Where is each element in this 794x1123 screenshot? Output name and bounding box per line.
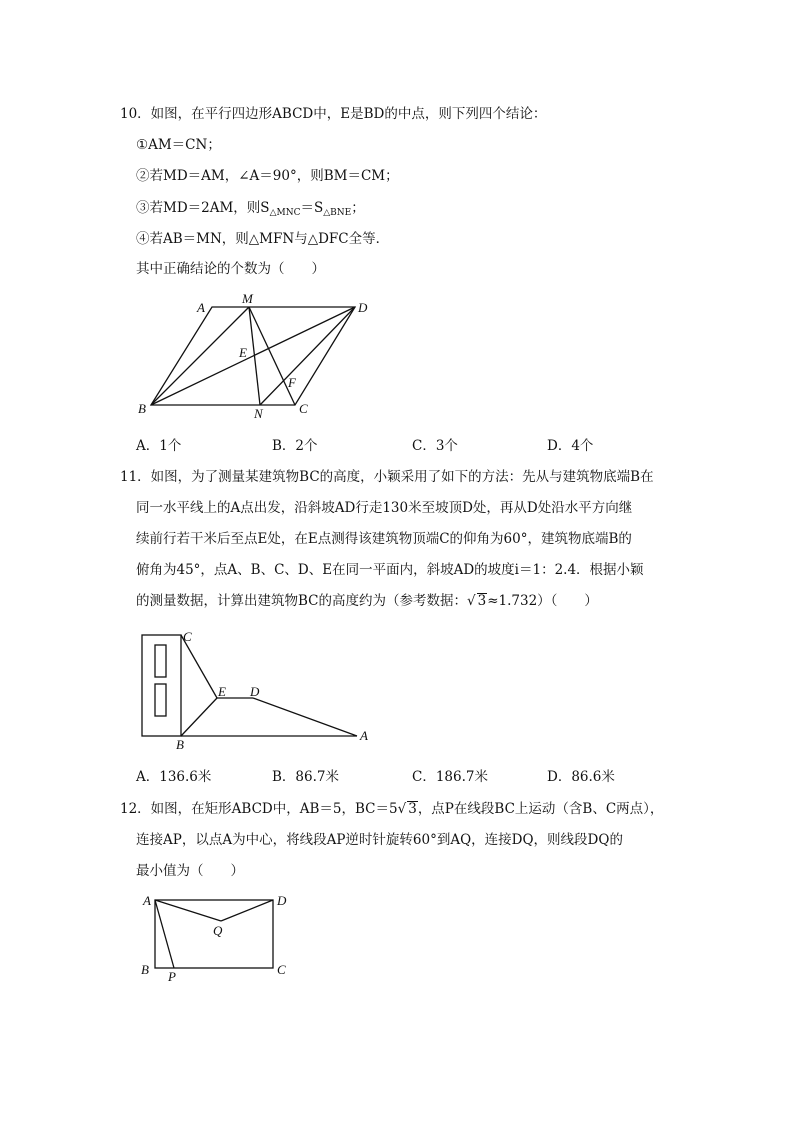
q12-segment-QD [221,900,273,921]
q10-s3-mid: ＝S [300,200,324,216]
q10-label-E: E [239,345,247,360]
q12-line-1 [120,799,663,819]
q10-option-d[interactable]: D．4个 [547,438,594,454]
q10-s3-sub2: △BNE [323,208,352,218]
q11-line-3: 续前行若干米后至点E处，在E点测得该建筑物顶端C的仰角为60°，建筑物底端B的 [136,531,632,547]
q12-label-A: A [143,893,151,908]
q12-segment-AQ [155,900,221,921]
q10-label-D: D [358,300,368,315]
q11-option-d[interactable]: D．86.6米 [547,769,615,785]
q10-statement-2: ②若MD＝AM，∠A＝90°，则BM＝CM； [136,168,399,184]
q11-label-C: C [183,629,192,644]
q11-line-2: 同一水平线上的A点出发，沿斜坡AD行走130米至坡顶D处，再从D处沿水平方向继 [136,500,633,516]
q12-sqrt-value: 3 [408,801,417,817]
q11-label-D: D [250,684,260,699]
q11-label-A: A [360,728,368,743]
q11-line-1: 11．如图，为了测量某建筑物BC的高度，小颖采用了如下的方法：先从与建筑物底端B在 [120,469,654,485]
q10-label-B: B [138,401,146,416]
q11-building [142,635,181,736]
sqrt-icon: √ [397,801,407,817]
q12-label-Q: Q [213,923,223,938]
sqrt-icon: √ [467,593,476,609]
q12-line-3: 最小值为（ ） [136,863,244,879]
q10-label-F: F [288,375,296,390]
q12-label-D: D [277,893,287,908]
q12-line-2: 连接AP，以点A为中心，将线段AP逆时针旋转60°到AQ，连接DQ，则线段DQ的 [136,832,623,848]
q11-label-E: E [218,684,226,699]
q11-segment-DA [253,698,357,736]
q12-label-C: C [277,962,286,977]
q11-option-b[interactable]: B．86.7米 [272,769,339,785]
q12-line1-post: ，点P在线段BC上运动（含B、C两点）， [417,801,664,817]
q10-label-A: A [197,300,205,315]
q11-line5-pre: 的测量数据，计算出建筑物BC的高度约为（参考数据： [136,593,467,609]
q10-segment-MC [249,307,295,405]
q11-window-bottom [155,684,166,716]
q11-line-4: 俯角为45°，点A、B、C、D、E在同一平面内，斜坡AD的坡度i＝1：2.4．根据小颖 [136,562,644,578]
q10-segment-MN [249,307,260,405]
q11-window-top [155,645,166,677]
q10-option-c[interactable]: C．3个 [412,438,458,454]
q10-segment-BM [151,307,249,405]
q10-option-a[interactable]: A．1个 [136,438,182,454]
q10-label-N: N [254,406,263,421]
q10-label-M: M [242,291,253,306]
q11-sqrt-value: 3 [477,593,487,609]
q10-option-b[interactable]: B．2个 [272,438,318,454]
q10-ask: 其中正确结论的个数为（ ） [136,261,325,277]
q11-label-B: B [176,737,184,752]
q10-s3-sub1: △MNC [269,208,301,218]
q12-line1-pre: 12．如图，在矩形ABCD中，AB＝5，BC＝5 [120,801,398,817]
q12-label-P: P [168,969,176,984]
q10-statement-4: ④若AB＝MN，则△MFN与△DFC全等． [136,231,390,247]
q10-s3-post: ； [351,200,365,216]
q11-option-c[interactable]: C．186.7米 [412,769,488,785]
q10-s3-pre: ③若MD＝2AM，则S [136,200,270,216]
q10-statement-1: ①AM＝CN； [136,137,221,153]
q10-figure [151,307,355,405]
q11-option-a[interactable]: A．136.6米 [136,769,212,785]
q11-segment-EB [181,698,217,736]
q11-segment-CE [181,635,217,698]
q12-label-B: B [141,962,149,977]
q11-line-5 [136,591,598,611]
q11-line5-post: ≈1.732）（ ） [487,593,598,609]
q10-label-C: C [299,401,308,416]
q10-segment-ND [260,307,355,405]
q12-segment-AP [155,900,174,968]
q10-stem: 10．如图，在平行四边形ABCD中，E是BD的中点，则下列四个结论： [120,106,547,122]
